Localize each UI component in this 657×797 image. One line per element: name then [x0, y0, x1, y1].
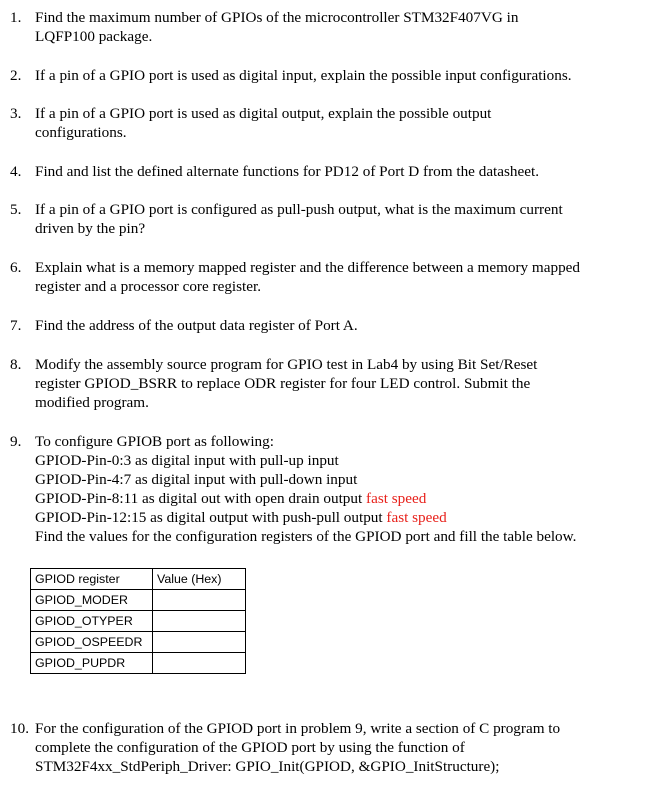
- question-text: Find the address of the output data register of Port A.: [35, 317, 358, 334]
- question-number: 3.: [10, 105, 22, 122]
- question-text: GPIOD-Pin-4:7 as digital input with pull-down input: [35, 471, 358, 488]
- table-row: [31, 611, 246, 632]
- question-text: To configure GPIOB port as following:: [35, 433, 274, 450]
- question-number: 9.: [10, 433, 22, 450]
- question-text: register GPIOD_BSRR to replace ODR register for four LED control. Submit the: [35, 375, 531, 392]
- value-cell[interactable]: [153, 611, 246, 632]
- table-row: [31, 632, 246, 653]
- table-header-row: [31, 569, 246, 590]
- fast-speed-highlight: fast speed: [386, 509, 447, 526]
- question-text: Find and list the defined alternate functions for PD12 of Port D from the datasheet.: [35, 163, 540, 180]
- question-text: Find the maximum number of GPIOs of the microcontroller STM32F407VG in: [35, 9, 519, 26]
- table-header-value: Value (Hex): [153, 569, 246, 590]
- question-text: If a pin of a GPIO port is configured as pull-push output, what is the maximum current: [35, 201, 563, 218]
- question-text: GPIOD-Pin-12:15 as digital output with push-pull output: [35, 509, 383, 526]
- question-text: modified program.: [35, 394, 149, 411]
- question-number: 1.: [10, 9, 22, 26]
- question-text: If a pin of a GPIO port is used as digital output, explain the possible output: [35, 105, 492, 122]
- question-number: 8.: [10, 356, 22, 373]
- question-text: For the configuration of the GPIOD port in problem 9, write a section of C program to: [35, 720, 561, 737]
- question-text: Explain what is a memory mapped register and the difference between a memory mapped: [35, 259, 580, 276]
- question-text: STM32F4xx_StdPeriph_Driver: GPIO_Init(GPIOD, &GPIO_InitStructure);: [35, 758, 500, 775]
- register-name-cell: GPIOD_MODER: [31, 590, 153, 611]
- register-name-cell: GPIOD_OSPEEDR: [31, 632, 153, 653]
- value-cell[interactable]: [153, 632, 246, 653]
- register-name-cell: GPIOD_PUPDR: [31, 653, 153, 674]
- question-text: register and a processor core register.: [35, 278, 262, 295]
- table-row: [31, 590, 246, 611]
- value-cell[interactable]: [153, 590, 246, 611]
- gpiod-register-table: [30, 568, 246, 674]
- question-number: 5.: [10, 201, 22, 218]
- question-text-with-highlight: [35, 508, 650, 527]
- fast-speed-highlight: fast speed: [366, 490, 427, 507]
- question-text: If a pin of a GPIO port is used as digital input, explain the possible input configurations.: [35, 67, 572, 84]
- question-text: GPIOD-Pin-0:3 as digital input with pull-up input: [35, 452, 339, 469]
- table-row: [31, 653, 246, 674]
- question-text: driven by the pin?: [35, 220, 146, 237]
- question-number: 2.: [10, 67, 22, 84]
- table-header-register: GPIOD register: [31, 569, 153, 590]
- register-name-cell: GPIOD_OTYPER: [31, 611, 153, 632]
- question-number: 7.: [10, 317, 22, 334]
- question-text: GPIOD-Pin-8:11 as digital out with open drain output: [35, 490, 363, 507]
- question-number: 10.: [10, 720, 29, 737]
- question-text: LQFP100 package.: [35, 28, 153, 45]
- question-text-with-highlight: [35, 489, 650, 508]
- question-text: complete the configuration of the GPIOD port by using the function of: [35, 739, 465, 756]
- question-text: Find the values for the configuration registers of the GPIOD port and fill the table below.: [35, 528, 577, 545]
- value-cell[interactable]: [153, 653, 246, 674]
- question-text: Modify the assembly source program for GPIO test in Lab4 by using Bit Set/Reset: [35, 356, 538, 373]
- question-number: 6.: [10, 259, 22, 276]
- question-number: 4.: [10, 163, 22, 180]
- question-text: configurations.: [35, 124, 127, 141]
